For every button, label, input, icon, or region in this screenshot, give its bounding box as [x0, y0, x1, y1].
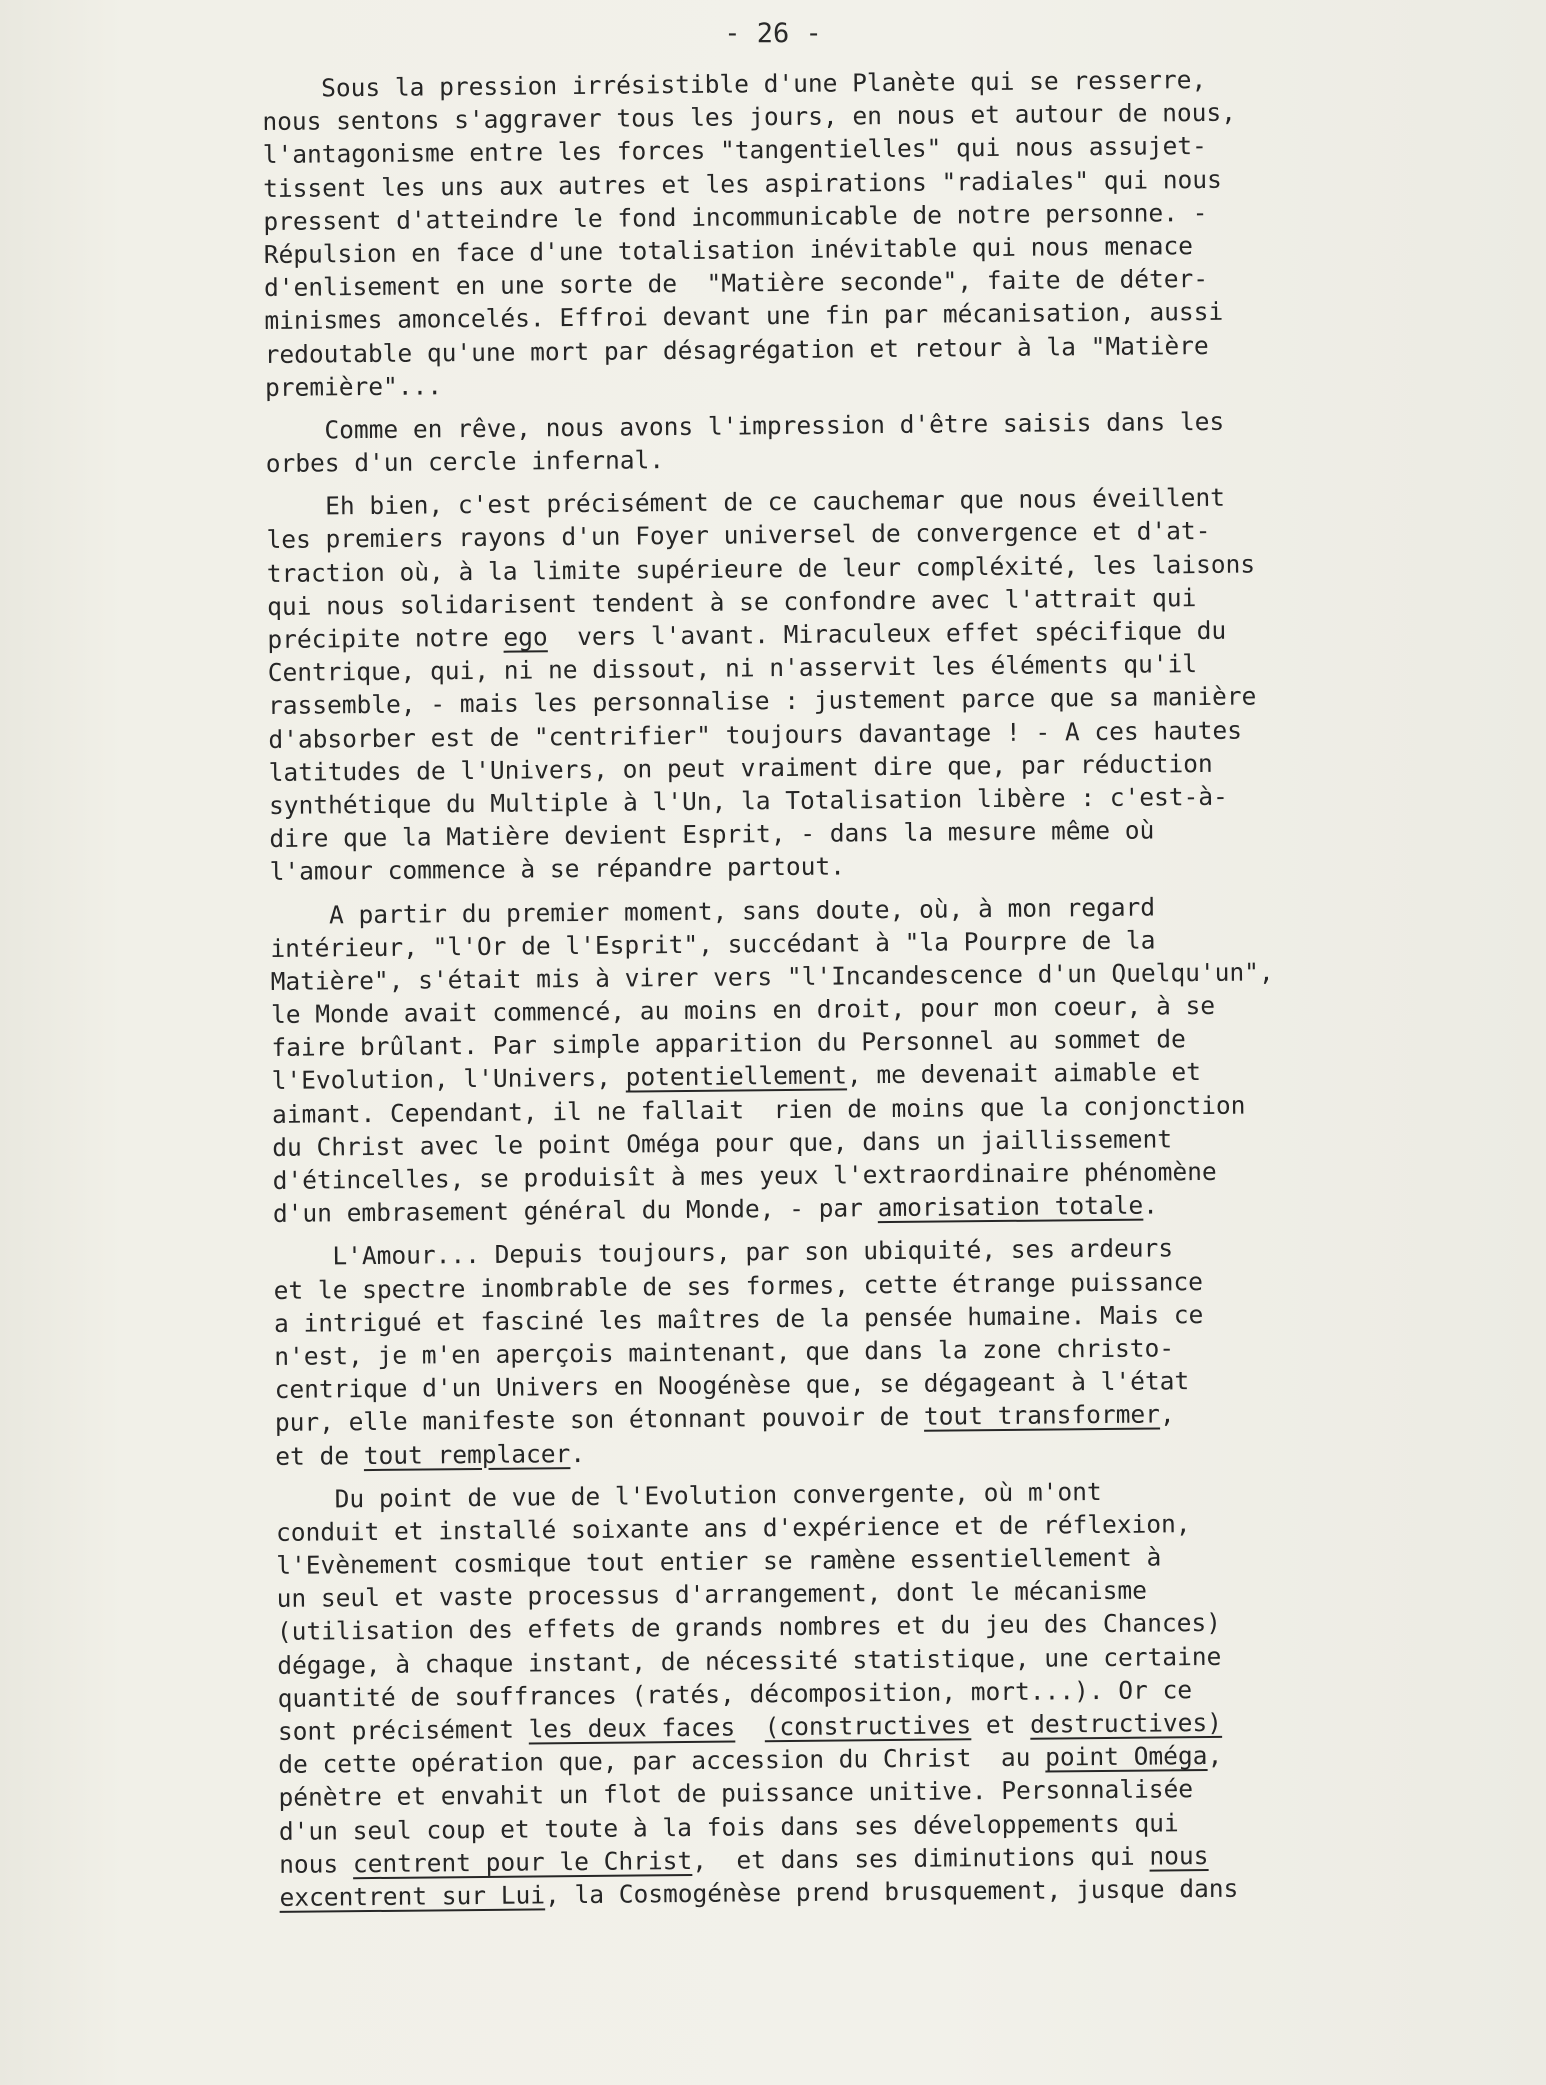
text-segment: pressent d'atteindre le fond incommunicable de notre personne. -: [263, 197, 1208, 236]
text-segment: précipite notre: [267, 622, 504, 654]
text-segment: traction où, à la limite supérieure de leur compléxité, les laisons: [266, 549, 1256, 588]
text-segment: Sous la pression irrésistible d'une Planète qui se resserre,: [262, 64, 1207, 103]
text-segment: , la Cosmogénèse prend brusquement, jusque dans: [544, 1873, 1239, 1910]
paragraph: [262, 60, 1475, 403]
underlined-text: tout transformer: [923, 1399, 1161, 1432]
text-segment: et: [971, 1709, 1031, 1740]
text-segment: n'est, je m'en aperçois maintenant, que dans la zone christo-: [274, 1333, 1175, 1371]
text-segment: et de: [275, 1440, 364, 1471]
text-segment: latitudes de l'Univers, on peut vraiment dire que, par réduction: [268, 748, 1213, 787]
text-segment: ,: [1159, 1399, 1175, 1429]
text-segment: quantité de souffrances (ratés, décomposition, mort...). Or ce: [277, 1674, 1193, 1713]
text-segment: faire brûlant. Par simple apparition du Personnel au sommet de: [271, 1024, 1186, 1063]
underlined-text: ego: [503, 622, 548, 652]
text-segment: qui nous solidarisent tendent à se confondre avec l'attrait qui: [266, 582, 1197, 621]
text-segment: Comme en rêve, nous avons l'impression d'être saisis dans les: [265, 406, 1225, 445]
paragraph: [273, 1229, 1485, 1473]
text-segment: l'Evènement cosmique tout entier se ramène essentiellement à: [276, 1542, 1162, 1580]
text-segment: d'un embrasement général du Monde, - par: [272, 1193, 878, 1229]
text-segment: rassemble, - mais les personnalise : justement parce que sa manière: [267, 681, 1257, 721]
text-segment: l'amour commence à se répandre partout.: [269, 851, 846, 887]
paragraph: [266, 479, 1480, 889]
text-segment: Centrique, qui, ni ne dissout, ni n'asservit les éléments qu'il: [267, 649, 1198, 688]
text-segment: [735, 1712, 765, 1741]
underlined-text: potentiellement: [625, 1060, 848, 1092]
underlined-text: (constructives: [764, 1710, 972, 1742]
text-segment: le Monde avait commencé, au moins en droit, pour mon coeur, à se: [270, 990, 1216, 1030]
text-segment: dire que la Matière devient Esprit, - dans la mesure même où: [269, 815, 1155, 854]
text-segment: de cette opération que, par accession du Christ au: [278, 1742, 1046, 1780]
text-segment: a intrigué et fasciné les maîtres de la pensée humaine. Mais ce: [273, 1299, 1204, 1338]
text-segment: Répulsion en face d'une totalisation inévitable qui nous menace: [263, 231, 1194, 269]
text-segment: d'absorber est de "centrifier" toujours davantage ! - A ces hautes: [268, 715, 1243, 754]
underlined-text: nous: [1149, 1840, 1209, 1871]
text-segment: L'Amour... Depuis toujours, par son ubiquité, ses ardeurs: [273, 1233, 1174, 1272]
text-segment: synthétique du Multiple à l'Un, la Totalisation libère : c'est-à-: [268, 781, 1228, 820]
text-segment: redoutable qu'une mort par désagrégation et retour à la "Matière: [264, 330, 1209, 369]
text-segment: pur, elle manifeste son étonnant pouvoir de: [274, 1402, 925, 1438]
underlined-text: amorisation totale: [877, 1190, 1144, 1223]
text-segment: tissent les uns aux autres et les aspirations "radiales" qui nous: [262, 164, 1222, 203]
text-segment: du Christ avec le point Oméga pour que, dans un jaillissement: [272, 1124, 1173, 1162]
underlined-text: tout remplacer: [363, 1438, 571, 1470]
text-segment: orbes d'un cercle infernal.: [265, 445, 665, 479]
text-segment: .: [1143, 1190, 1159, 1220]
text-segment: première"...: [264, 370, 443, 402]
underlined-text: point Oméga: [1045, 1741, 1208, 1772]
text-segment: l'Evolution, l'Univers,: [271, 1062, 626, 1096]
text-segment: intérieur, "l'Or de l'Esprit", succédant à "la Pourpre de la: [270, 925, 1156, 963]
text-segment: A partir du premier moment, sans doute, où, à mon regard: [269, 891, 1156, 930]
paragraph: [265, 402, 1476, 480]
text-segment: l'antagonisme entre les forces "tangentielles" qui nous assujet-: [262, 131, 1207, 170]
text-segment: un seul et vaste processus d'arrangement, dont le mécanisme: [276, 1575, 1148, 1614]
text-segment: vers l'avant. Miraculeux effet spécifique du: [547, 615, 1227, 652]
text-segment: sont précisément: [277, 1714, 529, 1746]
underlined-text: excentrent sur Lui: [279, 1880, 546, 1912]
text-segment: .: [570, 1438, 586, 1468]
text-segment: nous sentons s'aggraver tous les jours, en nous et autour de nous,: [262, 97, 1237, 137]
text-segment: les premiers rayons d'un Foyer universel de convergence et d'at-: [266, 516, 1211, 555]
page-number: - 26 -: [724, 18, 822, 49]
text-segment: nous: [279, 1848, 354, 1879]
text-segment: minismes amoncelés. Effroi devant une fin par mécanisation, aussi: [264, 297, 1224, 336]
text-segment: ,: [1207, 1741, 1223, 1771]
text-segment: aimant. Cependant, il ne fallait rien de moins que la conjonction: [271, 1090, 1246, 1129]
text-segment: Matière", s'était mis à virer vers "l'Incandescence d'un Quelqu'un",: [270, 957, 1274, 996]
text-segment: et le spectre inombrable de ses formes, cette étrange puissance: [273, 1266, 1204, 1305]
text-segment: d'un seul coup et toute à la fois dans ses développements qui: [278, 1807, 1179, 1846]
text-segment: , et dans ses diminutions qui: [692, 1841, 1150, 1875]
paragraph: [270, 887, 1483, 1230]
text-segment: Eh bien, c'est précisément de ce cauchemar que nous éveillent: [266, 483, 1226, 522]
text-segment: d'enlisement en une sorte de "Matière seconde", faite de déter-: [263, 264, 1209, 303]
text-segment: dégage, à chaque instant, de nécessité statistique, une certaine: [277, 1641, 1222, 1680]
underlined-text: les deux faces: [528, 1712, 736, 1744]
text-segment: centrique d'un Univers en Noogénèse que, se dégageant à l'état: [274, 1366, 1190, 1405]
text-segment: conduit et installé soixante ans d'expérience et de réflexion,: [275, 1509, 1191, 1547]
underlined-text: destructives): [1030, 1707, 1223, 1739]
text-segment: Du point de vue de l'Evolution convergente, où m'ont: [275, 1476, 1102, 1514]
underlined-text: centrent pour le Christ: [352, 1845, 693, 1878]
text-segment: (utilisation des effets de grands nombres et du jeu des Chances): [276, 1608, 1222, 1647]
text-segment: pénètre et envahit un flot de puissance unitive. Personnalisée: [278, 1774, 1194, 1813]
paragraph: [276, 1471, 1490, 1914]
body-text: [262, 60, 1490, 1914]
text-segment: d'étincelles, se produisît à mes yeux l'extraordinaire phénomène: [272, 1156, 1217, 1195]
text-segment: , me devenait aimable et: [846, 1057, 1202, 1090]
